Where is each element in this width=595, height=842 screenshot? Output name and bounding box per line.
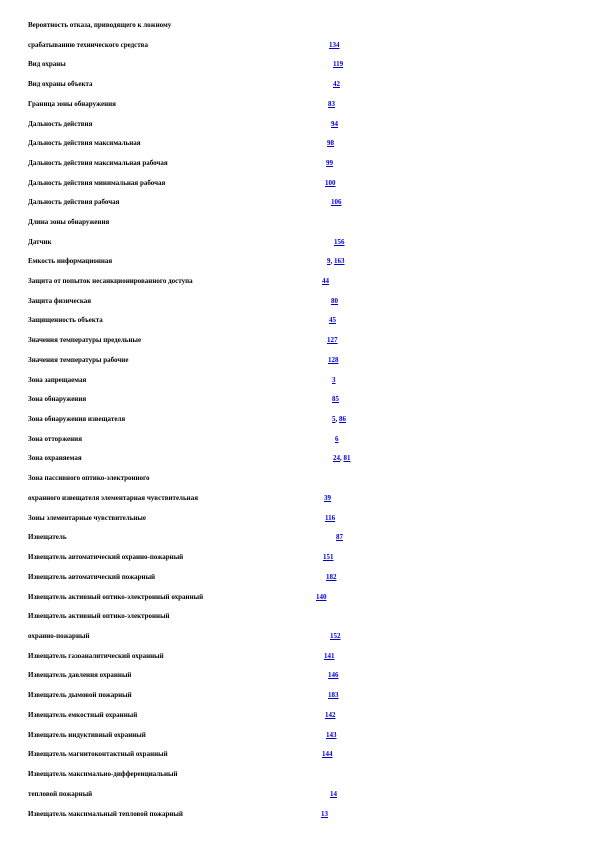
index-entry: [28, 414, 568, 424]
index-term: Значения температуры предельные: [28, 336, 142, 344]
page-refs: [324, 493, 331, 503]
index-term: Датчик: [28, 238, 52, 246]
page-ref-link[interactable]: 142: [325, 711, 336, 719]
page-refs: [325, 178, 336, 188]
index-term: Защищенность объекта: [28, 316, 103, 324]
index-entry: [28, 59, 568, 69]
index-entry: [28, 394, 568, 404]
index-entry: [28, 809, 568, 819]
page-refs: [322, 276, 329, 286]
index-term: Извещатель дымовой пожарный: [28, 691, 132, 699]
index-entry: [28, 493, 568, 503]
index-entry: [28, 513, 568, 523]
page-ref-link[interactable]: 3: [332, 376, 336, 384]
index-term: Длина зоны обнаружения: [28, 218, 110, 226]
ref-separator: ,: [335, 415, 339, 423]
index-entry: [28, 315, 568, 325]
page-refs: [329, 315, 336, 325]
page-ref-link[interactable]: 42: [333, 80, 340, 88]
page-ref-link[interactable]: 151: [323, 553, 334, 561]
page-refs: [331, 197, 342, 207]
index-term: Дальность действия минимальная рабочая: [28, 179, 166, 187]
page-refs: [334, 237, 345, 247]
index-entry: [28, 611, 568, 621]
index-entry: [28, 651, 568, 661]
index-entry: [28, 178, 568, 188]
page-refs: [326, 158, 333, 168]
index-entry: [28, 572, 568, 582]
page-refs: [333, 79, 340, 89]
index-entry: [28, 296, 568, 306]
page-ref-link[interactable]: 85: [332, 395, 339, 403]
page-ref-link[interactable]: 144: [322, 750, 333, 758]
page-ref-link[interactable]: 156: [334, 238, 345, 246]
page-ref-link[interactable]: 87: [336, 533, 343, 541]
page-ref-link[interactable]: 99: [326, 159, 333, 167]
index-term: Вид охраны объекта: [28, 80, 93, 88]
page-refs: [328, 670, 339, 680]
page-ref-link[interactable]: 45: [329, 316, 336, 324]
index-term: Зона запрещаемая: [28, 376, 87, 384]
page-refs: [321, 809, 328, 819]
index-entry: [28, 119, 568, 129]
page-refs: [327, 138, 334, 148]
index-term: Извещатель газоаналитический охранный: [28, 652, 164, 660]
page-refs: [316, 592, 327, 602]
page-refs: [326, 572, 337, 582]
index-term: Извещатель емкостный охранный: [28, 711, 138, 719]
index-term: Зона обнаружения: [28, 395, 87, 403]
index-term: охранного извещателя элементарная чувствительная: [28, 494, 199, 502]
index-entry: [28, 375, 568, 385]
index-entry: [28, 20, 568, 30]
page-refs: [330, 789, 337, 799]
index-term: Извещатель автоматический пожарный: [28, 573, 156, 581]
index-term: Защита физическая: [28, 297, 92, 305]
index-term: Извещатель давления охранный: [28, 671, 132, 679]
page-refs: [327, 335, 338, 345]
index-term: Извещатель максимальный тепловой пожарный: [28, 810, 183, 818]
page-ref-link[interactable]: 14: [330, 790, 337, 798]
index-entry: [28, 355, 568, 365]
index-term: Извещатель магнитоконтактный охранный: [28, 750, 168, 758]
index-entry: [28, 690, 568, 700]
index-term: Вид охраны: [28, 60, 66, 68]
index-term: Дальность действия рабочая: [28, 198, 120, 206]
page-ref-link[interactable]: 183: [328, 691, 339, 699]
page-refs: [330, 631, 341, 641]
page-refs: [332, 414, 346, 424]
page-ref-link[interactable]: 9: [327, 257, 331, 265]
page-refs: [327, 256, 345, 266]
page-refs: [323, 552, 334, 562]
index-entry: [28, 789, 568, 799]
page-ref-link[interactable]: 143: [326, 731, 337, 739]
index-entry: [28, 749, 568, 759]
index-entry: [28, 79, 568, 89]
index-term: Извещатель максимально-дифференциальный: [28, 770, 178, 778]
index-term: Извещатель: [28, 533, 67, 541]
page-ref-link[interactable]: 140: [316, 593, 327, 601]
page-ref-link[interactable]: 6: [335, 435, 339, 443]
page-refs: [322, 749, 333, 759]
index-entry: [28, 40, 568, 50]
page-refs: [332, 375, 336, 385]
page-ref-link[interactable]: 98: [327, 139, 334, 147]
page-refs: [328, 690, 339, 700]
page-ref-link[interactable]: 127: [327, 336, 338, 344]
index-term: Дальность действия: [28, 120, 93, 128]
index-entry: [28, 730, 568, 740]
index-term: Зоны элементарные чувствительные: [28, 514, 147, 522]
index-entry: [28, 99, 568, 109]
page-ref-link[interactable]: 81: [343, 454, 351, 462]
index-term: Извещатель индуктивный охранный: [28, 731, 146, 739]
page-ref-link[interactable]: 100: [325, 179, 336, 187]
index-entry: [28, 276, 568, 286]
index-term: Извещатель активный оптико-электронный: [28, 612, 170, 620]
page-ref-link[interactable]: 182: [326, 573, 337, 581]
page-ref-link[interactable]: 146: [328, 671, 339, 679]
page-ref-link[interactable]: 13: [321, 810, 328, 818]
page-ref-link[interactable]: 5: [332, 415, 336, 423]
page-refs: [331, 119, 338, 129]
index-entry: [28, 217, 568, 227]
page-refs: [336, 532, 343, 542]
index-entry: [28, 197, 568, 207]
index-term: охранно-пожарный: [28, 632, 90, 640]
index-entry: [28, 710, 568, 720]
index-term: Извещатель активный оптико-электронный охранный: [28, 593, 204, 601]
page-refs: [331, 296, 338, 306]
page-ref-link[interactable]: 24: [333, 454, 340, 462]
index-entry: [28, 434, 568, 444]
index-term: Значения температуры рабочие: [28, 356, 129, 364]
page-refs: [333, 453, 351, 463]
index-term: Емкость информационная: [28, 257, 113, 265]
page-ref-link[interactable]: 163: [334, 257, 345, 265]
ref-separator: ,: [340, 454, 344, 462]
index-term: Зона охраняемая: [28, 454, 82, 462]
index-term: Граница зоны обнаружения: [28, 100, 116, 108]
index-entry: [28, 670, 568, 680]
index-entry: [28, 237, 568, 247]
index-entry: [28, 552, 568, 562]
index-term: Защита от попыток несанкционированного доступа: [28, 277, 193, 285]
page-refs: [326, 730, 337, 740]
index-entry: [28, 453, 568, 463]
page-refs: [324, 651, 335, 661]
page-ref-link[interactable]: 83: [328, 100, 335, 108]
page-ref-link[interactable]: 116: [325, 514, 336, 522]
index-entry: [28, 256, 568, 266]
page-ref-link[interactable]: 141: [324, 652, 335, 660]
page-ref-link[interactable]: 128: [328, 356, 339, 364]
page-ref-link[interactable]: 86: [339, 415, 346, 423]
page-ref-link[interactable]: 119: [333, 60, 344, 68]
index-entry: [28, 532, 568, 542]
index-term: Дальность действия максимальная рабочая: [28, 159, 168, 167]
index-entry: [28, 335, 568, 345]
index-entry: [28, 631, 568, 641]
index-entry: [28, 769, 568, 779]
page-ref-link[interactable]: 134: [329, 41, 340, 49]
index-term: Зона пассивного оптико-электронного: [28, 474, 150, 482]
index-entry: [28, 158, 568, 168]
page-refs: [328, 355, 339, 365]
page-refs: [335, 434, 339, 444]
index-term: Извещатель автоматический охранно-пожарный: [28, 553, 184, 561]
index-entry: [28, 473, 568, 483]
page-ref-link[interactable]: 152: [330, 632, 341, 640]
page-refs: [329, 40, 340, 50]
page-ref-link[interactable]: 44: [322, 277, 329, 285]
page-ref-link[interactable]: 80: [331, 297, 338, 305]
page-ref-link[interactable]: 94: [331, 120, 338, 128]
index-term: Вероятность отказа, приводящего к ложному: [28, 21, 172, 29]
page-refs: [333, 59, 343, 69]
page-refs: [332, 394, 339, 404]
index-term: Зона отторжения: [28, 435, 83, 443]
ref-separator: ,: [330, 257, 334, 265]
index-entry: [28, 592, 568, 602]
index-term: Дальность действия максимальная: [28, 139, 141, 147]
page-ref-link[interactable]: 39: [324, 494, 331, 502]
page-refs: [325, 513, 335, 523]
index-term: срабатыванию технического средства: [28, 41, 148, 49]
page-ref-link[interactable]: 106: [331, 198, 342, 206]
index-term: тепловой пожарный: [28, 790, 93, 798]
index-entry: [28, 138, 568, 148]
index-term: Зона обнаружения извещателя: [28, 415, 126, 423]
page-refs: [328, 99, 335, 109]
page-refs: [325, 710, 336, 720]
